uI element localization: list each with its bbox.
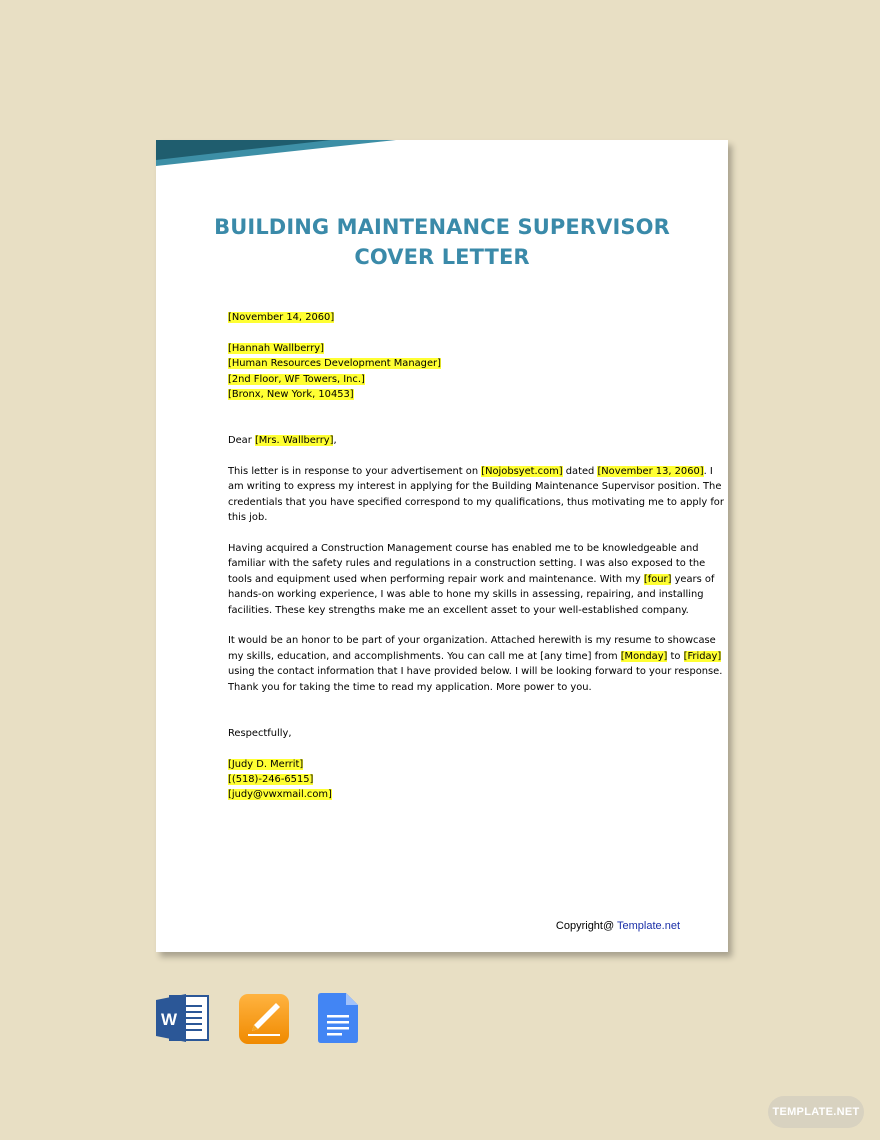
copyright-link[interactable]: Template.net (617, 920, 680, 932)
title-line-1: BUILDING MAINTENANCE SUPERVISOR (214, 215, 670, 239)
word-icon-letter: W (160, 1010, 178, 1029)
p3-day-from: [Monday] (620, 650, 668, 662)
p2-line-3b: years of (671, 573, 715, 585)
template-net-badge[interactable]: TEMPLATE.NET (768, 1096, 864, 1128)
salutation-prefix: Dear (228, 435, 255, 447)
salutation (228, 433, 688, 448)
p2-line-5: facilities. These key strengths make me an excellent asset to your well-established company. (228, 604, 689, 616)
p2-line-4: hands-on working experience, I was able to hone my skills in assessing, repairing, and installing (228, 589, 704, 601)
p3-line-4: Thank you for taking the time to read my application. More power to you. (228, 681, 592, 693)
p1-website: [Nojobsyet.com] (481, 466, 563, 478)
date-field: [November 14, 2060] (228, 312, 335, 323)
recipient-name: [Hannah Wallberry] (228, 342, 324, 354)
p3-line-2b: to (667, 650, 684, 662)
p3-day-to: [Friday] (683, 650, 722, 662)
paragraph-3 (228, 633, 723, 695)
p2-line-2: familiar with the safety rules and regulations in a construction setting. I was also exposed to the (228, 558, 706, 570)
p1-text-1: This letter is in response to your advertisement on (228, 466, 482, 478)
p1-line-2: am writing to express my interest in applying for the Building Maintenance Supervisor position. The (228, 481, 722, 493)
p1-line-3: credentials that you have specified correspond to my qualifications, thus motivating me to apply for (228, 496, 724, 508)
p2-line-3a: tools and equipment used when performing repair work and maintenance. With my (228, 573, 644, 585)
corner-decoration (156, 140, 416, 170)
sender-phone: [(518)-246-6515] (228, 774, 314, 786)
letter-body (228, 310, 724, 803)
copyright (556, 920, 680, 932)
p1-ad-date: [November 13, 2060] (597, 466, 704, 478)
p1-text-2: dated (562, 466, 598, 478)
word-icon[interactable] (156, 994, 210, 1042)
title-line-2: COVER LETTER (354, 245, 530, 269)
p1-line-4: this job. (228, 512, 268, 524)
paragraph-1 (228, 464, 724, 526)
letter-page (156, 140, 728, 952)
paragraph-2 (228, 541, 715, 618)
p3-line-2a: my skills, education, and accomplishments. You can call me at [any time] from (228, 650, 621, 662)
recipient-position: [Human Resources Development Manager] (228, 358, 441, 370)
closing: Respectfully, (228, 727, 292, 739)
p1-text-3: . I (703, 466, 713, 478)
p3-line-1: It would be an honor to be part of your organization. Attached herewith is my resume to showcase (228, 635, 716, 647)
recipient-address-1: [2nd Floor, WF Towers, Inc.] (228, 373, 365, 385)
letter-title (156, 212, 728, 272)
p2-years: [four] (643, 573, 672, 585)
p3-line-3: using the contact information that I have provided below. I will be looking forward to your response. (228, 666, 723, 678)
p2-line-1: Having acquired a Construction Management course has enabled me to be knowledgeable and (228, 543, 699, 555)
salutation-suffix: , (333, 435, 337, 447)
pages-icon[interactable] (238, 993, 290, 1045)
copyright-prefix: Copyright@ (555, 920, 618, 932)
sender-email: [judy@vwxmail.com] (228, 789, 332, 801)
salutation-name: [Mrs. Wallberry] (254, 435, 334, 447)
recipient-address-2: [Bronx, New York, 10453] (228, 389, 354, 401)
sender-name: [Judy D. Merrit] (228, 758, 304, 770)
google-docs-icon[interactable] (318, 993, 358, 1043)
